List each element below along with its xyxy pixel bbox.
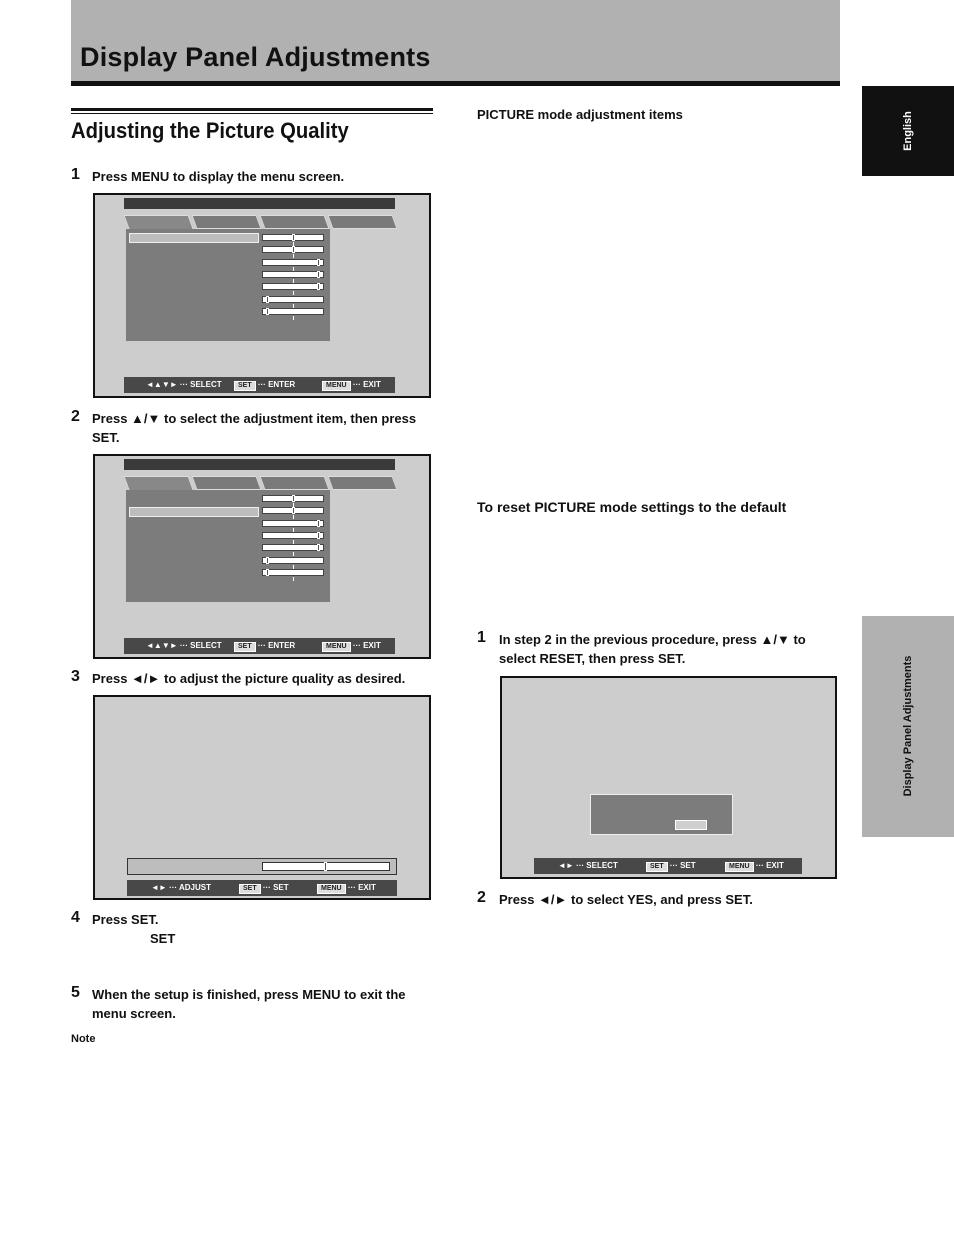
reset-screen	[500, 676, 837, 879]
guide-exit-label: EXIT	[363, 380, 381, 389]
left-right-arrows-icon: ◄►	[151, 883, 167, 892]
guide-bar	[127, 880, 397, 896]
step-text: Press ◄/► to adjust the picture quality as desired.	[92, 671, 406, 686]
guide-exit: MENU ··· EXIT	[725, 861, 784, 872]
guide-set-label: SET	[680, 861, 696, 870]
header-rule	[71, 81, 840, 86]
level-slider-knob	[292, 234, 295, 241]
selected-item-highlight	[129, 233, 259, 243]
guide-select-label: SELECT	[586, 861, 618, 870]
guide-set-label: SET	[273, 883, 289, 892]
step-text: Press ◄/► to select YES, and press SET.	[499, 892, 753, 907]
guide-bar	[124, 377, 395, 393]
level-slider	[262, 259, 324, 266]
guide-set: SET ··· SET	[239, 883, 289, 894]
guide-enter: SET ··· ENTER	[234, 641, 295, 652]
menu-screen-2	[93, 454, 431, 659]
level-slider-knob	[292, 495, 295, 502]
level-slider-knob	[317, 520, 320, 527]
level-slider-knob	[266, 308, 269, 315]
section-title: Adjusting the Picture Quality	[71, 118, 349, 143]
level-slider	[262, 296, 324, 303]
menu-button-icon: MENU	[322, 381, 351, 391]
menu-tabs	[126, 215, 397, 229]
level-slider	[262, 283, 324, 290]
adjust-bar	[127, 858, 397, 875]
level-slider-knob	[317, 259, 320, 266]
guide-enter: SET ··· ENTER	[234, 380, 295, 391]
reset-heading: To reset PICTURE mode settings to the default	[477, 499, 787, 515]
menu-tab	[259, 476, 329, 490]
level-slider-knob	[266, 569, 269, 576]
step-number: 5	[71, 984, 80, 1001]
guide-exit: MENU ··· EXIT	[322, 380, 381, 391]
menu-panel	[126, 490, 330, 602]
menu-tabs	[126, 476, 397, 490]
guide-exit-label: EXIT	[358, 883, 376, 892]
menu-title-bar	[124, 459, 395, 470]
selected-item-highlight	[129, 507, 259, 517]
guide-enter-label: ENTER	[268, 380, 296, 389]
step-number: 2	[71, 408, 80, 425]
step-number: 1	[71, 166, 80, 183]
level-slider	[262, 246, 324, 253]
menu-tab	[191, 476, 261, 490]
menu-screen-1	[93, 193, 431, 398]
step-number: 4	[71, 909, 80, 926]
step-number: 3	[71, 668, 80, 685]
level-slider-knob	[266, 557, 269, 564]
menu-tab	[259, 215, 329, 229]
guide-select: ◄▲▼► ··· SELECT	[146, 641, 222, 650]
level-slider-knob	[292, 246, 295, 253]
guide-select: ◄▲▼► ··· SELECT	[146, 380, 222, 389]
adjust-slider-knob	[324, 862, 327, 871]
yes-button	[675, 820, 707, 830]
level-slider	[262, 507, 324, 514]
step-text: When the setup is finished, press MENU to exit the menu screen.	[92, 987, 406, 1021]
level-slider	[262, 520, 324, 527]
guide-set: SET ··· SET	[646, 861, 696, 872]
step-text: In step 2 in the previous procedure, press ▲/▼ to select RESET, then press SET.	[499, 632, 806, 666]
level-slider	[262, 557, 324, 564]
note-label: Note	[71, 1033, 96, 1045]
set-button-icon: SET	[646, 862, 668, 872]
guide-bar	[124, 638, 395, 654]
guide-bar	[534, 858, 802, 874]
menu-panel	[126, 229, 330, 341]
level-slider-knob	[292, 507, 295, 514]
menu-tab	[123, 476, 193, 490]
page-title: Display Panel Adjustments	[80, 42, 431, 72]
section-rule	[71, 108, 433, 111]
level-slider	[262, 234, 324, 241]
menu-tab	[327, 215, 397, 229]
set-button-icon: SET	[234, 381, 256, 391]
level-slider-knob	[317, 283, 320, 290]
level-slider	[262, 532, 324, 539]
menu-tab	[327, 476, 397, 490]
level-slider-knob	[317, 544, 320, 551]
adjust-slider	[262, 862, 390, 871]
step-text: Press SET.	[92, 912, 159, 927]
side-tab-language	[862, 86, 954, 176]
guide-enter-label: ENTER	[268, 641, 296, 650]
level-slider-center-mark	[293, 577, 294, 581]
guide-exit-label: EXIT	[363, 641, 381, 650]
level-slider	[262, 569, 324, 576]
set-button-icon: SET	[239, 884, 261, 894]
level-slider-knob	[317, 271, 320, 278]
level-slider	[262, 544, 324, 551]
side-tab-section	[862, 616, 954, 837]
guide-adjust: ◄► ··· ADJUST	[151, 883, 211, 892]
level-slider-center-mark	[293, 316, 294, 320]
level-slider	[262, 495, 324, 502]
left-right-arrows-icon: ◄►	[558, 861, 574, 870]
menu-title-bar	[124, 198, 395, 209]
guide-select-label: SELECT	[190, 641, 222, 650]
adjust-screen	[93, 695, 431, 900]
arrows-icon: ◄▲▼►	[146, 380, 178, 389]
section-rule-thin	[71, 113, 433, 114]
step-text: Press MENU to display the menu screen.	[92, 169, 345, 184]
step-number: 2	[477, 889, 486, 906]
step-text: Press ▲/▼ to select the adjustment item, then press SET.	[92, 411, 417, 445]
menu-button-icon: MENU	[322, 642, 351, 652]
arrows-icon: ◄▲▼►	[146, 641, 178, 650]
menu-tab	[123, 215, 193, 229]
reset-dialog	[590, 794, 733, 835]
menu-button-icon: MENU	[725, 862, 754, 872]
guide-select-label: SELECT	[190, 380, 222, 389]
level-slider-knob	[317, 532, 320, 539]
level-slider-knob	[266, 296, 269, 303]
step-number: 1	[477, 629, 486, 646]
set-button-icon: SET	[234, 642, 256, 652]
guide-exit-label: EXIT	[766, 861, 784, 870]
guide-select: ◄► ··· SELECT	[558, 861, 618, 870]
level-slider	[262, 308, 324, 315]
side-tab-section-label: Display Panel Adjustments	[902, 655, 914, 797]
menu-button-icon: MENU	[317, 884, 346, 894]
side-tab-language-label: English	[902, 111, 914, 151]
guide-exit: MENU ··· EXIT	[322, 641, 381, 652]
step-extra: SET	[150, 931, 176, 946]
menu-tab	[191, 215, 261, 229]
guide-adjust-label: ADJUST	[178, 883, 211, 892]
items-heading: PICTURE mode adjustment items	[477, 107, 683, 122]
guide-exit: MENU ··· EXIT	[317, 883, 376, 894]
level-slider	[262, 271, 324, 278]
